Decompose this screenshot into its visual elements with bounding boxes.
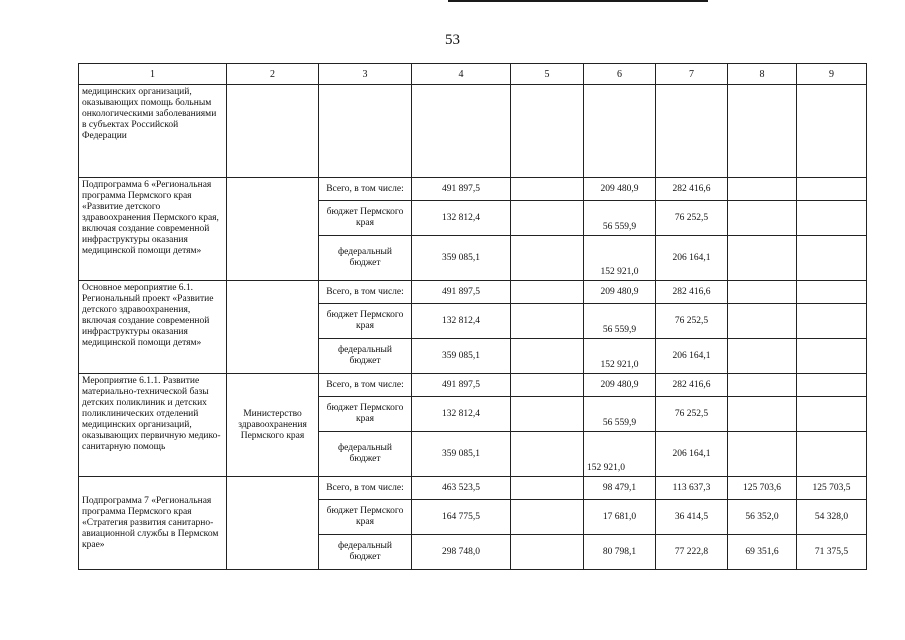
source-regional: бюджет Пермского края [319,397,412,432]
value-cell: 76 252,5 [656,304,728,339]
continuation-name: медицинских организаций, оказывающих помощь больным онкологическими заболеваниями в субъектах Российской Федерации [79,85,227,178]
executor-cell: Министерство здравоохранения Пермского края [227,374,319,477]
value-cell: 69 351,6 [728,535,797,570]
value-cell: 491 897,5 [412,374,511,397]
column-number: 2 [227,64,319,85]
page-number: 53 [445,32,460,48]
empty-cell [227,85,319,178]
empty-cell [511,85,584,178]
value-cell: 359 085,1 [412,432,511,477]
empty-cell [656,85,728,178]
value-cell [728,281,797,304]
value-cell [728,236,797,281]
column-number: 7 [656,64,728,85]
value-cell: 17 681,0 [584,500,656,535]
program-name: Подпрограмма 6 «Региональная программа Пермского края «Развитие детского здравоохранения Пермского края, включая создание современной инфраструктуры оказания медицинской помощи детям» [79,178,227,281]
value-cell [511,281,584,304]
value-cell: 282 416,6 [656,374,728,397]
empty-cell [728,85,797,178]
value-cell: 282 416,6 [656,281,728,304]
value-cell: 77 222,8 [656,535,728,570]
column-number: 1 [79,64,227,85]
value-cell: 56 352,0 [728,500,797,535]
source-total: Всего, в том числе: [319,374,412,397]
top-rule [448,0,708,2]
column-number: 9 [797,64,867,85]
value-cell: 80 798,1 [584,535,656,570]
value-cell: 132 812,4 [412,397,511,432]
value-cell [511,374,584,397]
source-federal: федеральный бюджет [319,432,412,477]
source-federal: федеральный бюджет [319,535,412,570]
value-cell: 152 921,0 [584,339,656,374]
value-cell: 76 252,5 [656,397,728,432]
value-cell: 282 416,6 [656,178,728,201]
value-cell [511,201,584,236]
value-cell: 152 921,0 [584,432,656,477]
source-regional: бюджет Пермского края [319,201,412,236]
value-cell: 209 480,9 [584,374,656,397]
value-cell [797,339,867,374]
value-cell [511,432,584,477]
empty-cell [412,85,511,178]
value-cell: 125 703,6 [728,477,797,500]
empty-cell [797,85,867,178]
value-cell [511,178,584,201]
value-cell [728,397,797,432]
value-cell: 56 559,9 [584,397,656,432]
value-cell [511,339,584,374]
value-cell: 71 375,5 [797,535,867,570]
value-cell [797,304,867,339]
value-cell: 113 637,3 [656,477,728,500]
table-row-total [79,178,867,201]
source-total: Всего, в том числе: [319,178,412,201]
column-number: 8 [728,64,797,85]
value-cell: 132 812,4 [412,304,511,339]
source-federal: федеральный бюджет [319,236,412,281]
value-cell: 56 559,9 [584,304,656,339]
value-cell: 491 897,5 [412,178,511,201]
value-cell [728,304,797,339]
value-cell: 209 480,9 [584,178,656,201]
value-cell: 54 328,0 [797,500,867,535]
value-cell: 209 480,9 [584,281,656,304]
value-cell: 132 812,4 [412,201,511,236]
value-cell [797,374,867,397]
source-total: Всего, в том числе: [319,477,412,500]
value-cell: 359 085,1 [412,339,511,374]
value-cell: 56 559,9 [584,201,656,236]
value-cell [797,236,867,281]
table-row-total [79,477,867,500]
empty-cell [319,85,412,178]
value-cell: 298 748,0 [412,535,511,570]
source-regional: бюджет Пермского края [319,304,412,339]
value-cell: 164 775,5 [412,500,511,535]
value-cell: 125 703,5 [797,477,867,500]
value-cell [797,201,867,236]
empty-cell [584,85,656,178]
value-cell: 463 523,5 [412,477,511,500]
value-cell [511,535,584,570]
column-number: 5 [511,64,584,85]
value-cell: 36 414,5 [656,500,728,535]
program-name: Подпрограмма 7 «Региональная программа Пермского края «Стратегия развития санитарно-авиационной службы в Пермском крае» [79,477,227,570]
value-cell [728,432,797,477]
value-cell [797,281,867,304]
value-cell: 76 252,5 [656,201,728,236]
value-cell: 491 897,5 [412,281,511,304]
table-row-total [79,374,867,397]
source-federal: федеральный бюджет [319,339,412,374]
value-cell [728,374,797,397]
column-number: 6 [584,64,656,85]
value-cell [511,304,584,339]
value-cell: 206 164,1 [656,432,728,477]
value-cell [797,178,867,201]
value-cell [797,397,867,432]
continuation-row [79,85,867,178]
value-cell [511,397,584,432]
executor-cell [227,477,319,570]
value-cell: 98 479,1 [584,477,656,500]
value-cell [728,201,797,236]
value-cell: 359 085,1 [412,236,511,281]
value-cell: 206 164,1 [656,339,728,374]
value-cell [797,432,867,477]
program-name: Мероприятие 6.1.1. Развитие материально-технической базы детских поликлиник и детских поликлинических отделений медицинских организаций, оказывающих первичную медико-санитарную помощь [79,374,227,477]
value-cell [728,339,797,374]
header-row [79,64,867,85]
value-cell [728,178,797,201]
value-cell: 206 164,1 [656,236,728,281]
column-number: 3 [319,64,412,85]
source-regional: бюджет Пермского края [319,500,412,535]
program-name: Основное мероприятие 6.1. Региональный проект «Развитие детского здравоохранения, включая создание современной инфраструктуры оказания медицинской помощи детям» [79,281,227,374]
value-cell [511,500,584,535]
value-cell [511,477,584,500]
source-total: Всего, в том числе: [319,281,412,304]
executor-cell [227,178,319,281]
value-cell [511,236,584,281]
executor-cell [227,281,319,374]
table-row-total [79,281,867,304]
value-cell: 152 921,0 [584,236,656,281]
budget-table [78,63,867,570]
column-number: 4 [412,64,511,85]
